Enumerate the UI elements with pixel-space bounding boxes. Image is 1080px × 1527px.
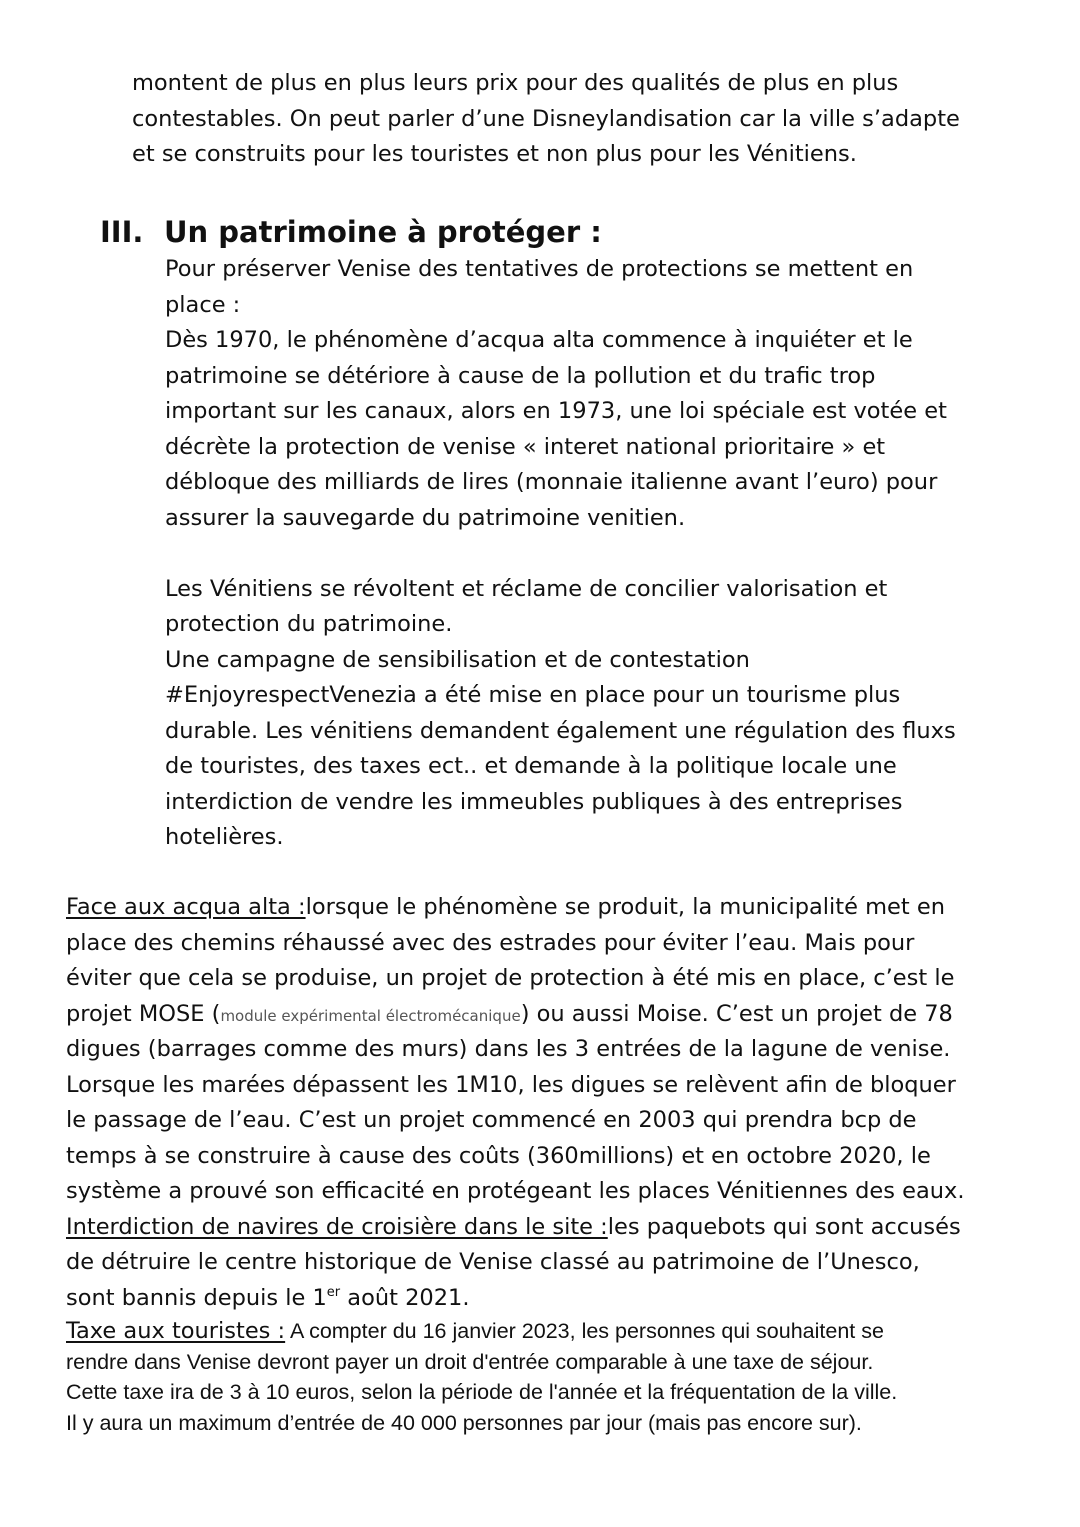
- paragraph-line: Lorsque les marées dépassent les 1M10, les digues se relèvent afin de bloquer: [66, 1071, 956, 1098]
- section-heading: [100, 212, 602, 252]
- mose-text-end: ) ou aussi Moise. C’est un projet de 78: [520, 1000, 953, 1027]
- paragraph-line: patrimoine se détériore à cause de la pollution et du trafic trop: [165, 362, 876, 389]
- ban-date-start: sont bannis depuis le 1: [66, 1284, 327, 1311]
- paragraph-gap: [165, 536, 956, 572]
- paragraph-line: important sur les canaux, alors en 1973, une loi spéciale est votée et: [165, 398, 947, 424]
- intro-line: montent de plus en plus leurs prix pour des qualités de plus en plus: [132, 70, 899, 96]
- paragraph-line: système a prouvé son efficacité en protégeant les places Vénitiennes des eaux.: [66, 1178, 965, 1204]
- paragraph-line: rendre dans Venise devront payer un droit d'entrée comparable à une taxe de séjour.: [66, 1349, 874, 1374]
- paragraph-line: durable. Les vénitiens demandent également une régulation des fluxs: [165, 717, 956, 744]
- paragraph-line: place des chemins réhaussé avec des estrades pour éviter l’eau. Mais pour: [66, 929, 915, 956]
- paragraph-line: [66, 890, 965, 926]
- paragraph-line: [66, 997, 965, 1033]
- paragraph-line: débloque des milliards de lires (monnaie italienne avant l’euro) pour: [165, 469, 938, 495]
- intro-line: et se construits pour les touristes et non plus pour les Vénitiens.: [132, 141, 857, 167]
- paragraph-line: digues (barrages comme des murs) dans les 3 entrées de la lagune de venise.: [66, 1036, 951, 1062]
- paragraph-line: Pour préserver Venise des tentatives de protections se mettent en: [165, 256, 914, 282]
- paragraph-line: Une campagne de sensibilisation et de contestation: [165, 646, 750, 673]
- paragraph-line: éviter que cela se produise, un projet de protection à été mis en place, c’est le: [66, 965, 955, 991]
- paragraph-line: décrète la protection de venise « interet national prioritaire » et: [165, 433, 886, 460]
- paragraph-line: Dès 1970, le phénomène d’acqua alta commence à inquiéter et le: [165, 327, 913, 353]
- paragraph-protection-history: [165, 252, 956, 536]
- paragraph-line: Cette taxe ira de 3 à 10 euros, selon la période de l'année et la fréquentation de la ville.: [66, 1380, 898, 1404]
- paragraph-line: de touristes, des taxes ect.. et demande à la politique locale une: [165, 753, 897, 779]
- paragraph-line: Les Vénitiens se révoltent et réclame de concilier valorisation et: [165, 575, 888, 602]
- acqua-alta-text: lorsque le phénomène se produit, la municipalité met en: [305, 894, 945, 920]
- paragraph-line: place :: [165, 291, 241, 318]
- acqua-alta-heading: Face aux acqua alta :: [66, 894, 306, 920]
- taxe-text: A compter du 16 janvier 2023, les personnes qui souhaitent se: [289, 1319, 884, 1343]
- paragraph-line: [66, 1210, 965, 1246]
- paragraph-line: temps à se construire à cause des coûts (360millions) et en octobre 2020, le: [66, 1142, 931, 1169]
- croisiere-paragraph: [66, 1210, 965, 1317]
- paragraph-line: interdiction de vendre les immeubles publiques à des entreprises: [165, 788, 903, 815]
- section-body: [165, 252, 956, 856]
- mose-text-start: projet MOSE (: [66, 1000, 221, 1027]
- acqua-alta-paragraph: [66, 890, 965, 1210]
- taxe-heading: Taxe aux touristes :: [66, 1318, 286, 1344]
- section-title: Un patrimoine à protéger :: [164, 215, 602, 249]
- measures-section: [66, 890, 965, 1438]
- mose-acronym-expansion: module expérimental électromécanique: [220, 1006, 521, 1025]
- paragraph-line: le passage de l’eau. C’est un projet commencé en 2003 qui prendra bcp de: [66, 1107, 917, 1133]
- paragraph-line: protection du patrimoine.: [165, 611, 453, 637]
- intro-paragraph: [132, 66, 960, 173]
- croisiere-heading: Interdiction de navires de croisière dans le site :: [66, 1213, 608, 1240]
- section-number: III.: [100, 215, 144, 249]
- paragraph-line: hotelières.: [165, 824, 284, 850]
- croisiere-text: les paquebots qui sont accusés: [607, 1213, 961, 1240]
- paragraph-line: #EnjoyrespectVenezia a été mise en place pour un tourisme plus: [165, 682, 901, 708]
- paragraph-line: assurer la sauvegarde du patrimoine venitien.: [165, 504, 686, 531]
- intro-line: contestables. On peut parler d’une Disneylandisation car la ville s’adapte: [132, 105, 960, 132]
- paragraph-line: de détruire le centre historique de Venise classé au patrimoine de l’Unesco,: [66, 1249, 920, 1275]
- ordinal-superscript: er: [326, 1284, 341, 1300]
- paragraph-line: [66, 1316, 965, 1347]
- paragraph-line: Il y aura un maximum d’entrée de 40 000 personnes par jour (mais pas encore sur).: [66, 1410, 862, 1435]
- ban-date-end: août 2021.: [340, 1284, 470, 1311]
- taxe-paragraph: [66, 1316, 965, 1438]
- paragraph-venitians-revolt: [165, 572, 956, 856]
- paragraph-line: [66, 1281, 965, 1317]
